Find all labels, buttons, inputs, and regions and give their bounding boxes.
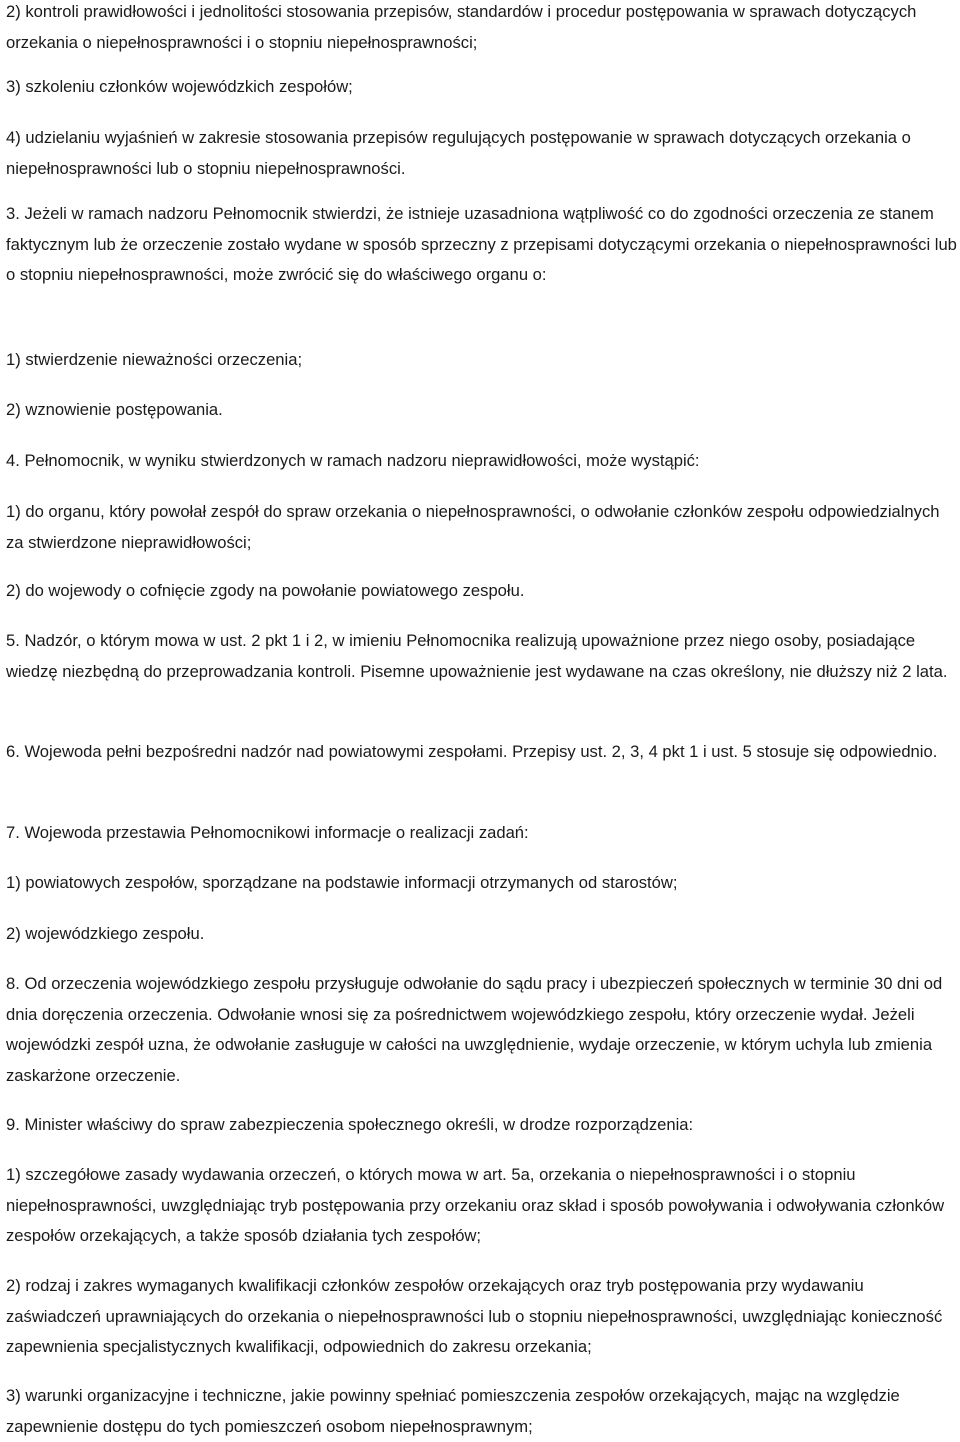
paragraph-ust5: 5. Nadzór, o którym mowa w ust. 2 pkt 1 i 2, w imieniu Pełnomocnika realizują upoważnione przez niego osoby, posiadające wiedzę niezbędną do przeprowadzania kontroli. Pisemne upoważnienie jest wydawane na czas określony, nie dłuższy niż 2 lata.: [6, 631, 948, 681]
paragraph-ust9-pkt1: 1) szczegółowe zasady wydawania orzeczeń, o których mowa w art. 5a, orzekania o niepełnosprawności i o stopniu niepełnosprawności, uwzględniając tryb postępowania przy orzekaniu oraz skład i sposób powoływania i odwoływania członków zespołów orzekających, a także sposób działania tych zespołów;: [6, 1165, 945, 1245]
paragraph-ust8: 8. Od orzeczenia wojewódzkiego zespołu przysługuje odwołanie do sądu pracy i ubezpieczeń społecznych w terminie 30 dni od dnia doręczenia orzeczenia. Odwołanie wnosi się za pośrednictwem wojewódzkiego zespołu, który orzeczenie wydał. Jeżeli wojewódzki zespół uzna, że odwołanie zasługuje w całości na uwzględnienie, wydaje orzeczenie, w którym uchyla lub zmienia zaskarżone orzeczenie.: [6, 974, 943, 1085]
paragraph-ust9-pkt3: 3) warunki organizacyjne i techniczne, jakie powinny spełniać pomieszczenia zespołów orzekających, mając na względzie zapewnienie dostępu do tych pomieszczeń osobom niepełnosprawnym;: [6, 1386, 900, 1436]
paragraph-ust4: 4. Pełnomocnik, w wyniku stwierdzonych w ramach nadzoru nieprawidłowości, może wystąpić:: [6, 451, 700, 470]
paragraph-ust2-pkt3: 3) szkoleniu członków wojewódzkich zespołów;: [6, 77, 353, 96]
paragraph-ust7-pkt1: 1) powiatowych zespołów, sporządzane na podstawie informacji otrzymanych od starostów;: [6, 873, 678, 892]
paragraph-ust7-pkt2: 2) wojewódzkiego zespołu.: [6, 924, 205, 943]
paragraph-ust9: 9. Minister właściwy do spraw zabezpieczenia społecznego określi, w drodze rozporządzenia:: [6, 1115, 694, 1134]
paragraph-ust3-pkt1: 1) stwierdzenie nieważności orzeczenia;: [6, 350, 303, 369]
paragraph-ust2-pkt4: 4) udzielaniu wyjaśnień w zakresie stosowania przepisów regulujących postępowanie w sprawach dotyczących orzekania o niepełnosprawności lub o stopniu niepełnosprawności.: [6, 128, 911, 178]
paragraph-ust4-pkt2: 2) do wojewody o cofnięcie zgody na powołanie powiatowego zespołu.: [6, 581, 525, 600]
paragraph-ust7: 7. Wojewoda przestawia Pełnomocnikowi informacje o realizacji zadań:: [6, 823, 529, 842]
paragraph-ust3-pkt2: 2) wznowienie postępowania.: [6, 400, 223, 419]
paragraph-ust9-pkt2: 2) rodzaj i zakres wymaganych kwalifikacji członków zespołów orzekających oraz tryb postępowania przy wydawaniu zaświadczeń uprawniających do orzekania o niepełnosprawności lub o stopniu niepełnosprawności, uwzględniając konieczność zapewnienia specjalistycznych kwalifikacji, odpowiednich do zakresu orzekania;: [6, 1276, 943, 1356]
paragraph-ust3: 3. Jeżeli w ramach nadzoru Pełnomocnik stwierdzi, że istnieje uzasadniona wątpliwość co do zgodności orzeczenia ze stanem faktycznym lub że orzeczenie zostało wydane w sposób sprzeczny z przepisami dotyczącymi orzekania o niepełnosprawności lub o stopniu niepełnosprawności, może zwrócić się do właściwego organu o:: [6, 204, 957, 284]
paragraph-ust4-pkt1: 1) do organu, który powołał zespół do spraw orzekania o niepełnosprawności, o odwołanie członków zespołu odpowiedzialnych za stwierdzone nieprawidłowości;: [6, 502, 940, 552]
paragraph-ust2-pkt2: 2) kontroli prawidłowości i jednolitości stosowania przepisów, standardów i procedur postępowania w sprawach dotyczących orzekania o niepełnosprawności i o stopniu niepełnosprawności;: [6, 2, 917, 52]
paragraph-ust6: 6. Wojewoda pełni bezpośredni nadzór nad powiatowymi zespołami. Przepisy ust. 2, 3, 4 pkt 1 i ust. 5 stosuje się odpowiednio.: [6, 742, 938, 761]
